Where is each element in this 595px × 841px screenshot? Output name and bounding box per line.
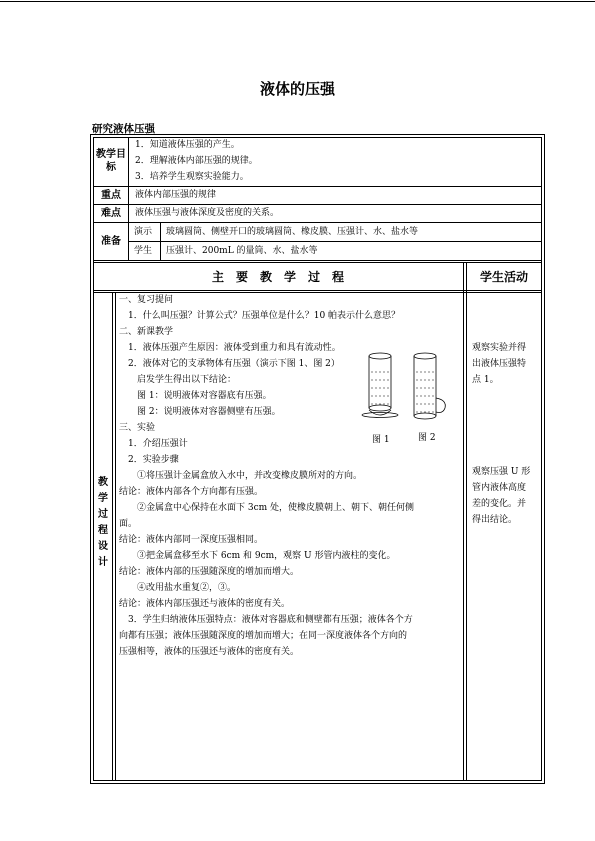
prep-label: 准备 [101, 236, 121, 247]
prep-demo-text: 玻璃圆筒、侧壁开口的玻璃圆筒、橡皮膜、压强计、水、盐水等 [166, 227, 419, 237]
goal-item-3: 3．培养学生观察实验能力。 [135, 172, 249, 182]
process-line: 1．什么叫压强？计算公式？压强单位是什么？10 帕表示什么意思？ [119, 311, 401, 321]
process-line: 面。 [119, 519, 138, 529]
figure-2-caption: 图 2 [418, 433, 436, 443]
activity-line: 管内液体高度 [472, 483, 527, 493]
section-subtitle: 研究液体压强 [92, 123, 155, 135]
difficulty-label: 难点 [101, 208, 121, 219]
activity-line: 观察实验并得 [472, 343, 527, 353]
activity-line: 观察压强 U 形 [472, 467, 531, 477]
process-line: 压强相等，液体的压强还与液体的密度有关。 [119, 647, 300, 657]
process-line: ①将压强计金属盒放入水中，并改变橡皮膜所对的方向。 [119, 471, 363, 481]
prep-student-text: 压强计、200mL 的量筒、水、盐水等 [166, 246, 318, 256]
activity-line: 出液体压强特 [472, 359, 527, 369]
activity-line: 得出结论。 [472, 515, 518, 525]
activity-line: 差的变化。并 [472, 499, 527, 509]
goal-item-1: 1．知道液体压强的产生。 [135, 140, 240, 150]
activity-line: 点 1。 [472, 375, 499, 385]
cylinder-figures [350, 344, 460, 436]
col-divider [160, 222, 161, 260]
col-divider [128, 137, 129, 260]
process-line: 启发学生得出以下结论： [119, 375, 237, 385]
difficulty-text: 液体压强与液体深度及密度的关系。 [135, 208, 280, 218]
figure-2-cylinder [414, 353, 445, 419]
design-label: 教学过程设计 [98, 477, 108, 568]
row-divider [93, 292, 542, 293]
process-line: 结论：液体内部同一深度压强相同。 [119, 535, 264, 545]
process-line: 结论：液体内部压强还与液体的密度有关。 [119, 599, 291, 609]
process-line: 1．介绍压强计 [119, 439, 188, 449]
goals-label: 教学目标 [96, 149, 126, 173]
col-divider [466, 262, 467, 781]
row-divider [93, 186, 542, 187]
process-line: 图 2：说明液体对容器侧壁有压强。 [119, 407, 281, 417]
page-top-rule [0, 1, 595, 2]
process-line: 结论：液体内部的压强随深度的增加而增大。 [119, 567, 300, 577]
activity-header: 学生活动 [479, 270, 528, 284]
prep-demo-label: 演示 [134, 227, 153, 237]
col-divider [115, 292, 116, 781]
row-divider [93, 262, 542, 263]
col-divider [112, 292, 113, 781]
prep-student-label: 学生 [134, 246, 153, 256]
process-line: ③把金属盒移至水下 6cm 和 9cm，观察 U 形管内液柱的变化。 [119, 551, 396, 561]
row-divider [93, 260, 542, 261]
process-line: 向都有压强；液体压强随深度的增加而增大；在同一深度液体各个方向的 [119, 631, 408, 641]
col-divider [463, 262, 464, 781]
process-line: 2．液体对它的支承物体有压强（演示下图 1、图 2） [119, 359, 340, 369]
key-point-label: 重点 [101, 190, 121, 201]
process-line: 二、新课教学 [119, 327, 174, 337]
key-point-text: 液体内部压强的规律 [135, 190, 217, 200]
process-line: 3．学生归纳液体压强特点：液体对容器底和侧壁都有压强；液体各个方 [119, 615, 413, 625]
process-line: 结论：液体内部各个方向都有压强。 [119, 487, 264, 497]
row-divider [93, 290, 542, 291]
process-line: ④改用盐水重复②，③。 [119, 583, 237, 593]
process-line: 1．液体压强产生原因：液体受到重力和具有流动性。 [119, 343, 341, 353]
figure-1-caption: 图 1 [372, 435, 390, 445]
process-line: 一、复习提问 [119, 295, 174, 305]
process-line: ②金属盒中心保持在水面下 3cm 处，使橡皮膜朝上、朝下、朝任何侧 [119, 503, 415, 513]
process-line: 图 1：说明液体对容器底有压强。 [119, 391, 272, 401]
process-line: 三、实验 [119, 423, 156, 433]
process-header: 主 要 教 学 过 程 [211, 270, 344, 284]
figure-1-cylinder [362, 353, 398, 418]
row-divider [93, 204, 542, 205]
process-line: 2．实验步骤 [119, 455, 179, 465]
row-divider [128, 241, 542, 242]
page-title: 液体的压强 [259, 80, 335, 98]
goal-item-2: 2．理解液体内部压强的规律。 [135, 156, 258, 166]
